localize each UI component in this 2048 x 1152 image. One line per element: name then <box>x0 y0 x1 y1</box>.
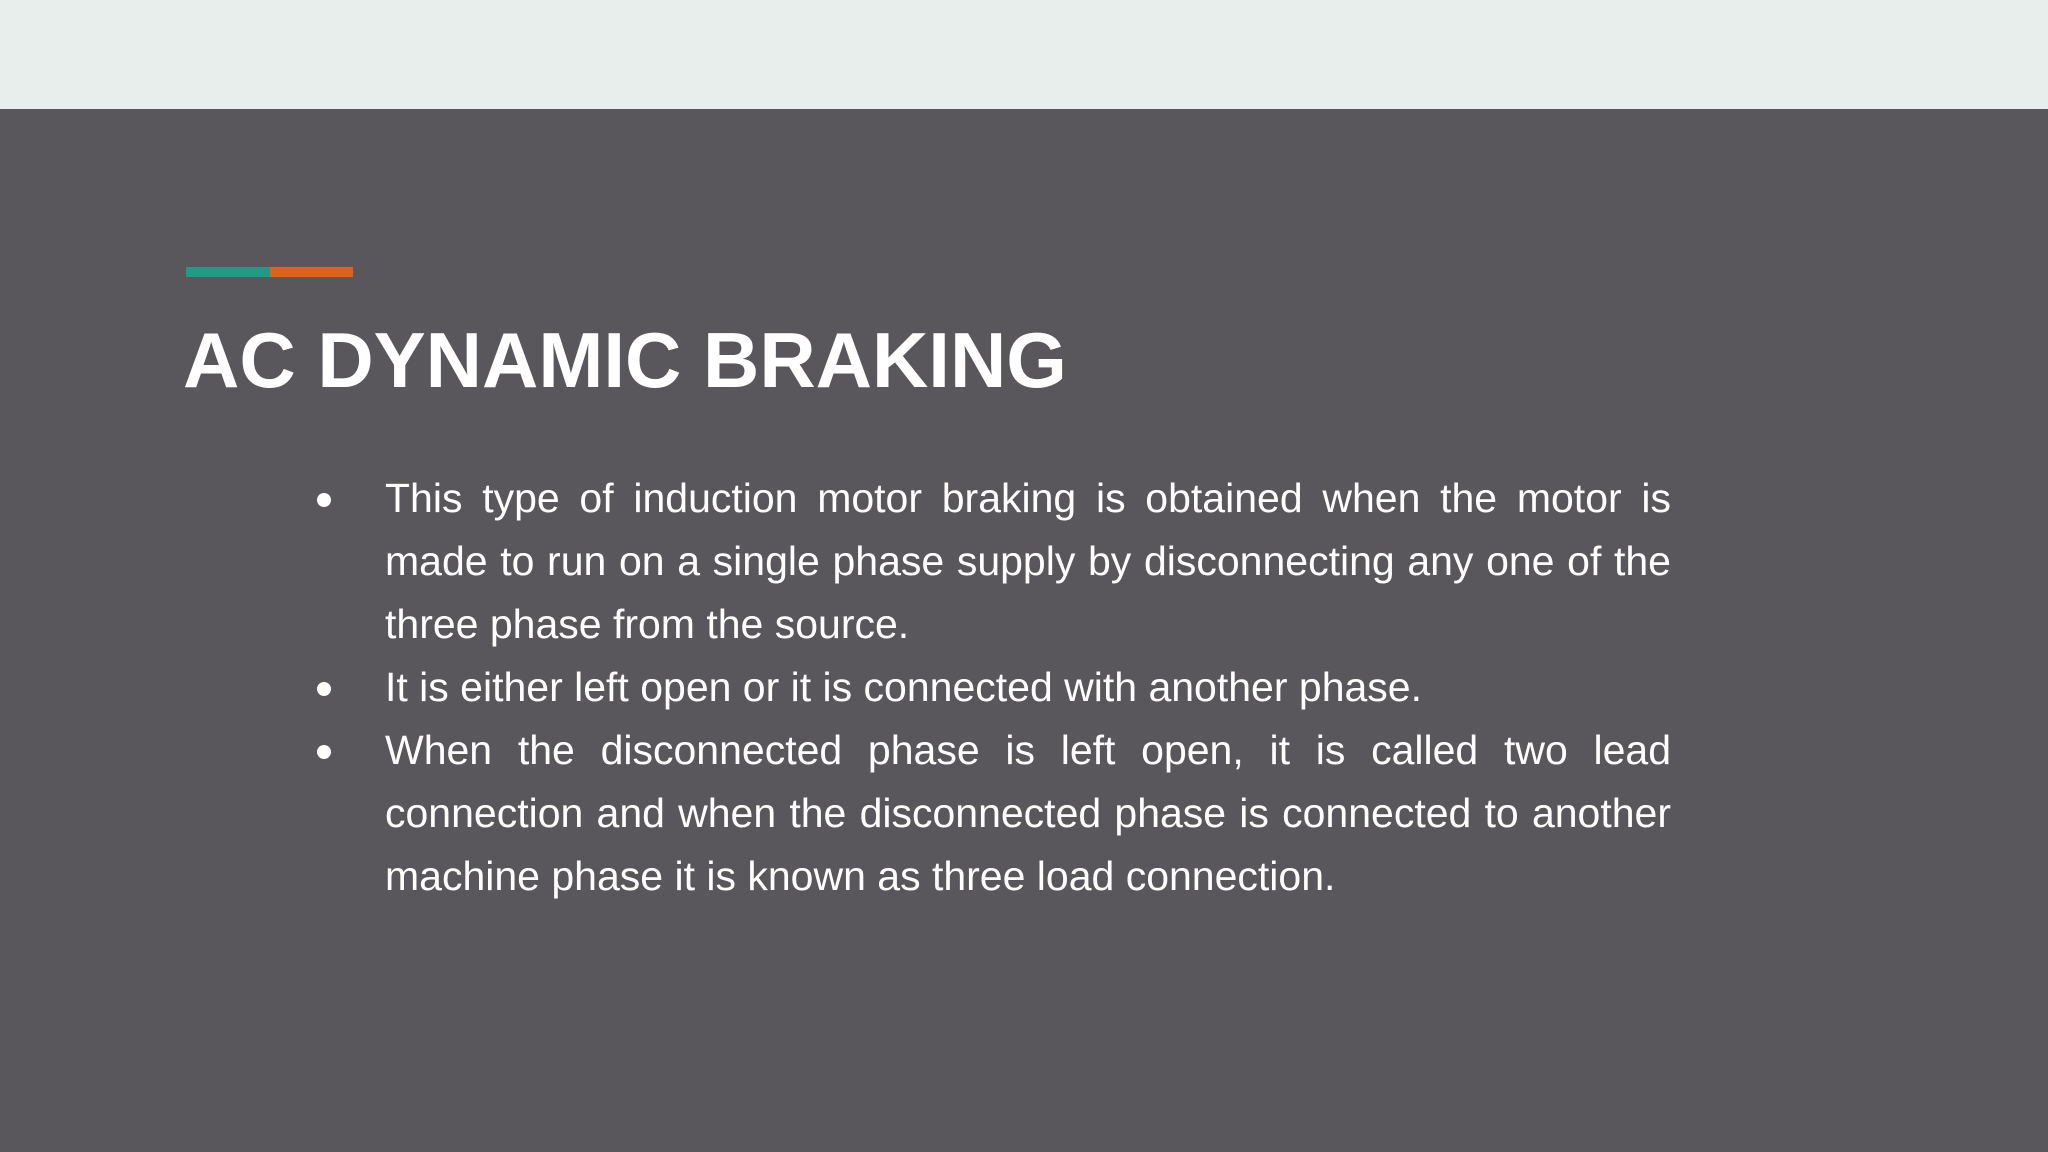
bullet-text: It is either left open or it is connected with another phase. <box>385 664 1422 710</box>
bullet-dot-icon <box>317 493 331 507</box>
bullet-text: When the disconnected phase is left open, it is called two lead connection and when the disconnected phase is connected to another machine phase it is known as three load connection. <box>385 727 1671 899</box>
title-accent-bar <box>186 267 353 277</box>
bullet-item <box>315 467 1671 656</box>
slide <box>0 109 2048 1152</box>
bullet-dot-icon <box>317 745 331 759</box>
bullet-item <box>315 719 1671 908</box>
accent-teal-segment <box>186 267 270 277</box>
bullet-list <box>315 467 1671 908</box>
bullet-text: This type of induction motor braking is obtained when the motor is made to run on a single phase supply by disconnecting any one of the three phase from the source. <box>385 475 1671 647</box>
accent-orange-segment <box>270 267 354 277</box>
top-band <box>0 0 2048 109</box>
bullet-item <box>315 656 1671 719</box>
bullet-dot-icon <box>317 682 331 696</box>
slide-title: AC DYNAMIC BRAKING <box>183 316 1067 404</box>
